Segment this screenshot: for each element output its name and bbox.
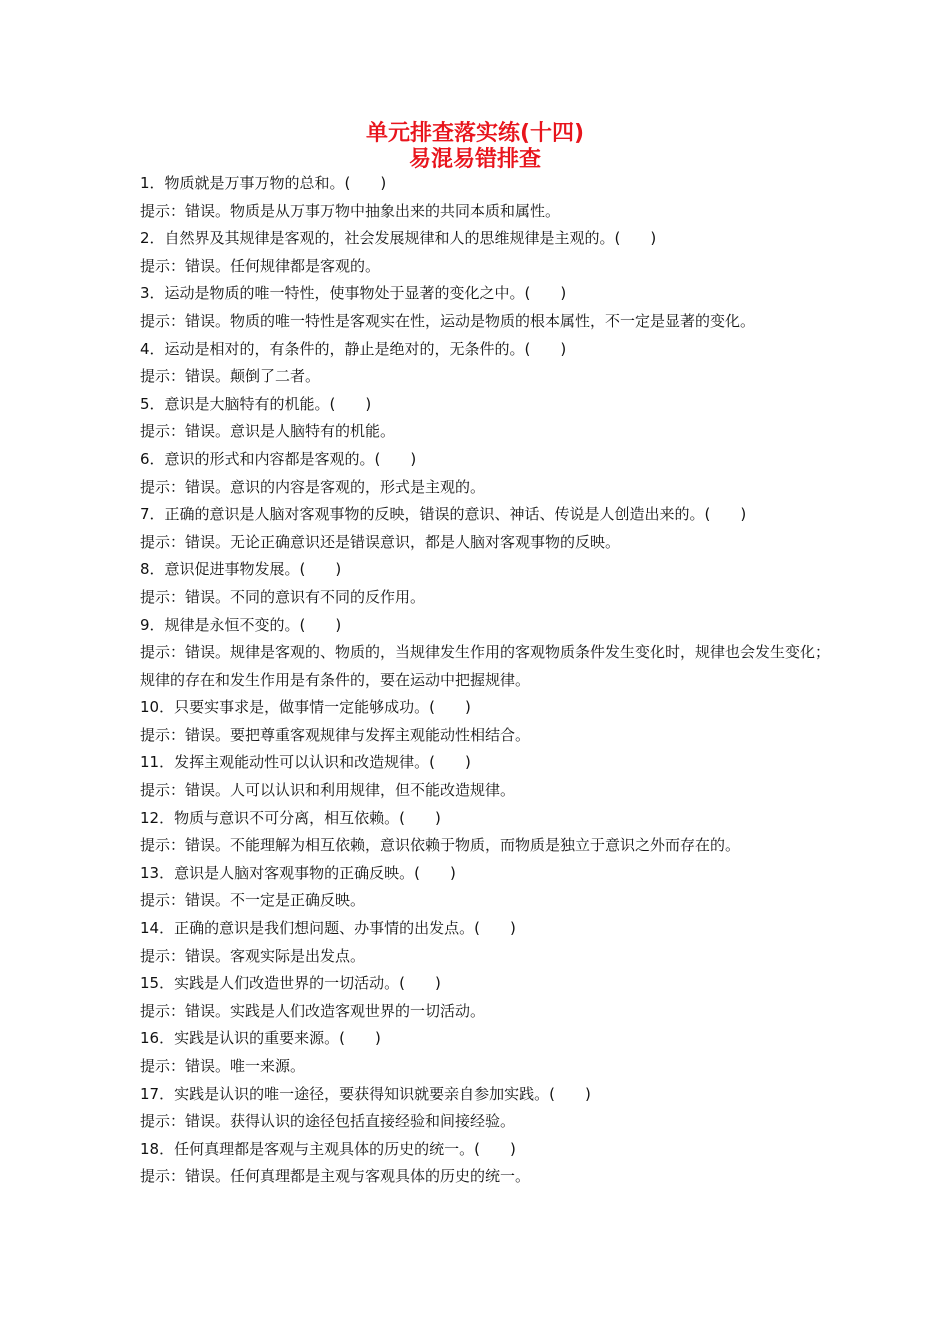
hint-text: 提示：错误。不能理解为相互依赖，意识依赖于物质，而物质是独立于意识之外而存在的。: [140, 836, 741, 855]
question-text: 14．正确的意识是我们想问题、办事情的出发点。( ): [140, 919, 516, 938]
question-text: 6．意识的形式和内容都是客观的。( ): [140, 449, 417, 468]
hint-text: 提示：错误。不同的意识有不同的反作用。: [140, 587, 426, 606]
question-text: 5．意识是大脑特有的机能。( ): [140, 394, 372, 413]
list-item: [140, 1081, 830, 1136]
question-text: 10．只要实事求是，做事情一定能够成功。( ): [140, 698, 471, 717]
list-item: [140, 805, 830, 860]
list-item: [140, 446, 830, 501]
question-text: 8．意识促进事物发展。( ): [140, 560, 342, 579]
hint-text: 提示：错误。物质的唯一特性是客观实在性，运动是物质的根本属性，不一定是显著的变化。: [140, 311, 756, 330]
question-text: 17．实践是认识的唯一途径，要获得知识就要亲自参加实践。( ): [140, 1084, 591, 1103]
question-text: 7．正确的意识是人脑对客观事物的反映，错误的意识、神话、传说是人创造出来的。( ): [140, 505, 747, 524]
hint-text: 提示：错误。任何真理都是主观与客观具体的历史的统一。: [140, 1167, 531, 1186]
question-text: 16．实践是认识的重要来源。( ): [140, 1029, 381, 1048]
hint-text: 提示：错误。任何规律都是客观的。: [140, 256, 381, 275]
list-item: [140, 915, 830, 970]
hint-text: 提示：错误。客观实际是出发点。: [140, 946, 366, 965]
hint-text: 提示：错误。不一定是正确反映。: [140, 891, 366, 910]
question-text: 2．自然界及其规律是客观的，社会发展规律和人的思维规律是主观的。( ): [140, 229, 657, 248]
hint-text: 提示：错误。唯一来源。: [140, 1057, 306, 1075]
question-text: 9．规律是永恒不变的。( ): [140, 615, 342, 634]
hint-text: 提示：错误。无论正确意识还是错误意识，都是人脑对客观事物的反映。: [140, 532, 621, 551]
hint-text: 提示：错误。人可以认识和利用规律，但不能改造规律。: [140, 781, 516, 800]
list-item: [140, 1025, 830, 1080]
question-list: [140, 170, 830, 1191]
list-item: [140, 556, 830, 611]
list-item: [140, 1136, 830, 1191]
hint-text: 提示：错误。要把尊重客观规律与发挥主观能动性相结合。: [140, 725, 531, 744]
list-item: [140, 749, 830, 804]
list-item: [140, 170, 830, 225]
question-text: 12．物质与意识不可分离，相互依赖。( ): [140, 808, 441, 827]
document-subtitle: 易混易错排查: [408, 147, 541, 172]
hint-text: 提示：错误。物质是从万事万物中抽象出来的共同本质和属性。: [140, 201, 561, 220]
hint-text: 提示：错误。意识是人脑特有的机能。: [140, 422, 396, 441]
list-item: [140, 860, 830, 915]
question-text: 15．实践是人们改造世界的一切活动。( ): [140, 974, 441, 993]
document-heading: [0, 121, 950, 173]
list-item: [140, 336, 830, 391]
question-text: 3．运动是物质的唯一特性，使事物处于显著的变化之中。( ): [140, 284, 567, 303]
question-text: 1．物质就是万事万物的总和。( ): [140, 174, 387, 192]
hint-text: 提示：错误。获得认识的途径包括直接经验和间接经验。: [140, 1112, 516, 1131]
list-item: [140, 970, 830, 1025]
hint-text: 提示：错误。颠倒了二者。: [140, 367, 321, 386]
list-item: [140, 694, 830, 749]
question-text: 13．意识是人脑对客观事物的正确反映。( ): [140, 863, 456, 882]
list-item: [140, 225, 830, 280]
question-text: 18．任何真理都是客观与主观具体的历史的统一。( ): [140, 1139, 516, 1158]
list-item: [140, 501, 830, 556]
document-title: 单元排查落实练(十四): [365, 121, 585, 146]
hint-text: 提示：错误。意识的内容是客观的，形式是主观的。: [140, 477, 486, 496]
hint-text: 提示：错误。规律是客观的、物质的，当规律发生作用的客观物质条件发生变化时，规律也会发生变化；规律的存在和发生作用是有条件的，要在运动中把握规律。: [140, 643, 831, 689]
list-item: [140, 391, 830, 446]
question-text: 4．运动是相对的，有条件的，静止是绝对的，无条件的。( ): [140, 339, 567, 358]
question-text: 11．发挥主观能动性可以认识和改造规律。( ): [140, 753, 471, 772]
list-item: [140, 280, 830, 335]
list-item: [140, 612, 830, 695]
hint-text: 提示：错误。实践是人们改造客观世界的一切活动。: [140, 1001, 486, 1020]
